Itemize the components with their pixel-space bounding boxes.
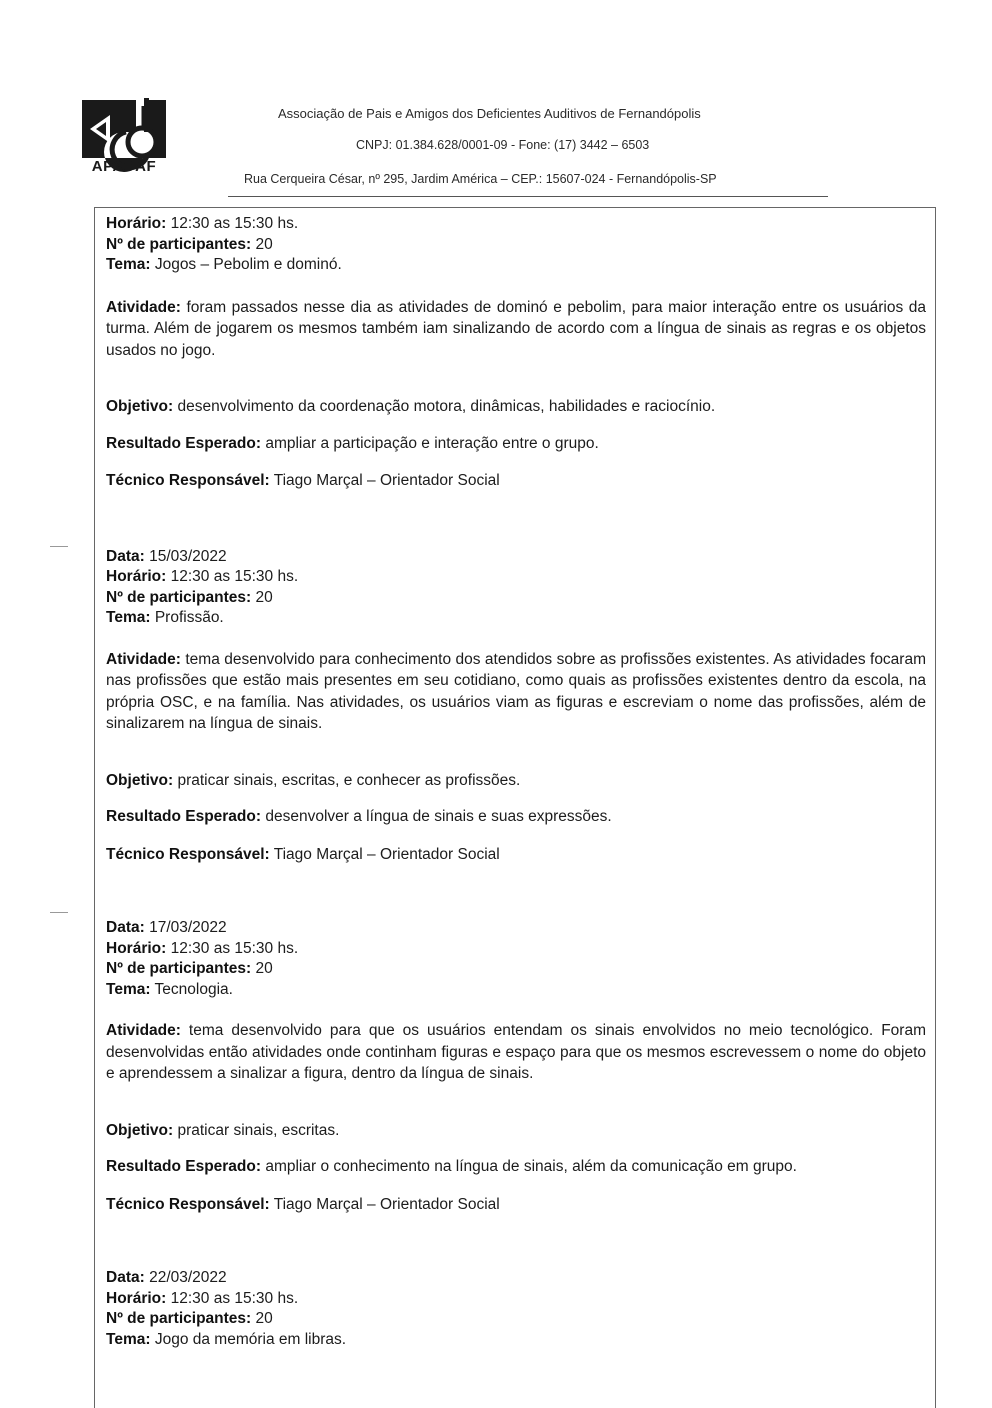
objetivo-line: Objetivo: desenvolvimento da coordenação motora, dinâmicas, habilidades e raciocínio. [106,398,716,415]
org-name: Associação de Pais e Amigos dos Deficientes Auditivos de Fernandópolis [278,106,701,121]
objetivo-line: Objetivo: praticar sinais, escritas, e conhecer as profissões. [106,771,521,789]
data-line: Data: 15/03/2022 [106,547,227,565]
tema-line: Tema: Profissão. [106,609,224,626]
entry [106,918,926,1215]
participantes-line: Nº de participantes: 20 [106,1310,273,1327]
scan-mark [50,912,68,913]
horario-line: Horário: 12:30 as 15:30 hs. [106,568,299,585]
horario-line: Horário: 12:30 as 15:30 hs. [106,215,299,232]
atividade-paragraph: Atividade: tema desenvolvido para conhecimento dos atendidos sobre as profissões existentes. As atividades focaram nas profissões que estão mais presentes em seu cotidiano, como quais as profissões existentes dentro da escola, na própria OSC, e na família. Nas atividades, os usuários viam as figuras e escreviam o nome das profissões, além de sinalizarem na língua de sinais. [106,650,926,732]
address: Rua Cerqueira César, nº 295, Jardim América – CEP.: 15607-024 - Fernandópolis-SP [244,172,717,186]
cnpj-phone: CNPJ: 01.384.628/0001-09 - Fone: (17) 3442 – 6503 [356,138,650,152]
scan-mark [50,546,68,547]
participantes-line: Nº de participantes: 20 [106,960,273,977]
entry [106,214,926,492]
entry [106,1268,926,1350]
atividade-paragraph: Atividade: foram passados nesse dia as atividades de dominó e pebolim, para maior interação entre os usuários da turma. Além de jogarem os mesmos também iam sinalizando de acordo com a língua de sinais as regras e os objetos usados no jogo. [106,298,926,359]
tema-line: Tema: Jogo da memória em libras. [106,1330,347,1348]
data-line: Data: 17/03/2022 [106,919,227,936]
horario-line: Horário: 12:30 as 15:30 hs. [106,939,299,957]
resultado-line: Resultado Esperado: ampliar a participação e interação entre o grupo. [106,434,599,452]
tecnico-line: Técnico Responsável: Tiago Marçal – Orientador Social [106,472,500,489]
report-body [106,212,926,1350]
logo-text: APADAF [91,158,157,175]
objetivo-line: Objetivo: praticar sinais, escritas. [106,1121,340,1139]
participantes-line: Nº de participantes: 20 [106,235,273,253]
atividade-paragraph: Atividade: tema desenvolvido para que os usuários entendam os sinais envolvidos no meio tecnológico. Foram desenvolvidas então atividades onde continham figuras e espaço para que os mesmos escrevessem o nome do objeto e aprendessem a sinalizar a figura, dentro da língua de sinais. [106,1022,926,1082]
data-line: Data: 22/03/2022 [106,1269,227,1286]
resultado-line: Resultado Esperado: ampliar o conhecimento na língua de sinais, além da comunicação em grupo. [106,1158,797,1175]
tecnico-line: Técnico Responsável: Tiago Marçal – Orientador Social [106,845,500,863]
header-divider [228,196,828,197]
horario-line: Horário: 12:30 as 15:30 hs. [106,1289,299,1307]
tema-line: Tema: Tecnologia. [106,980,233,998]
participantes-line: Nº de participantes: 20 [106,588,273,606]
resultado-line: Resultado Esperado: desenvolver a língua de sinais e suas expressões. [106,808,612,825]
entry [106,547,926,866]
tema-line: Tema: Jogos – Pebolim e dominó. [106,256,342,273]
tecnico-line: Técnico Responsável: Tiago Marçal – Orientador Social [106,1195,500,1213]
letterhead [0,0,992,210]
